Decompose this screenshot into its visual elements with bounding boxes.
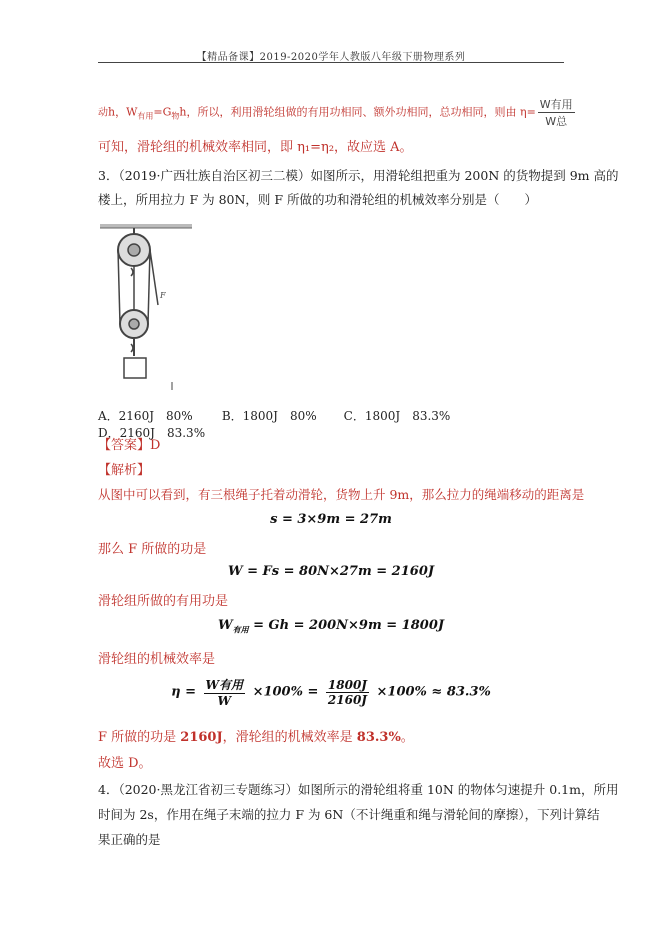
equation-useful-work: $W_{有用} = Gh = 200N\times 9m = 1800J$ — [217, 618, 445, 635]
pulley-figure — [98, 220, 198, 395]
option-b[interactable]: B．1800J 80% — [221, 409, 317, 423]
q3-line1: 3．（2019·广西壮族自治区初三二模）如图所示，用滑轮组把重为 200N 的货物提到 9m 高的 — [98, 168, 619, 183]
q4-line3: 果正确的是 — [98, 832, 161, 847]
prev-g-sub: 物 — [171, 111, 180, 121]
prev-w-sub: 有用 — [137, 111, 154, 121]
q3-options — [98, 407, 564, 441]
q3-line2: 楼上，所用拉力 F 为 80N，则 F 所做的功和滑轮组的机械效率分别是（ ） — [98, 192, 538, 207]
ceiling — [100, 224, 192, 228]
equation-efficiency: η = $\frac{\text{W有用}}{W}$ ×100% = $\frac{1800J}{2160J}$ ×100% ≈ 83.3% — [171, 677, 491, 708]
prev-lead: 动 — [98, 107, 108, 119]
conclusion: F 所做的功是 2160J，滑轮组的机械效率是 83.3%。 — [98, 730, 414, 745]
option-c[interactable]: C．1800J 83.3% — [343, 409, 451, 423]
q4-line2: 时间为 2s，作用在绳子末端的拉力 F 为 6N（不计绳重和绳与滑轮间的摩擦），下列计算结 — [98, 807, 600, 822]
analysis-text4: 滑轮组的机械效率是 — [98, 652, 216, 667]
option-a[interactable]: A．2160J 80% — [98, 409, 193, 423]
cargo-box — [124, 358, 146, 378]
equation-work: W = Fs = 80N×27m = 2160J — [227, 564, 435, 579]
analysis-title: 【解析】 — [98, 463, 151, 478]
prev-h1: h，W — [108, 105, 138, 119]
prev-eq: =G — [153, 105, 172, 119]
analysis-text3: 滑轮组所做的有用功是 — [98, 594, 229, 609]
efficiency-fraction: $\frac{\text{W有用}}{\text{W总}}$ — [539, 98, 573, 128]
analysis-line1: 从图中可以看到，有三根绳子托着动滑轮，货物上升 9m，那么拉力的绳端移动的距离是 — [98, 487, 585, 502]
prev-rest: h，所以，利用滑轮组做的有用功相同、额外功相同，总功相同，则由 η= — [179, 105, 536, 119]
page-header: 【精品备课】2019-2020学年人教版八年级下册物理系列 — [196, 52, 466, 63]
header-rule — [98, 62, 564, 63]
prev-solution-line1 — [98, 96, 577, 129]
q4-line1: 4．（2020·黑龙江省初三专题练习）如图所示的滑轮组将重 10N 的物体匀速提升 0.1m，所用 — [98, 782, 619, 797]
answer-label: 【答案】D — [98, 438, 161, 453]
rope — [118, 250, 120, 324]
option-d[interactable]: D．2160J 83.3% — [98, 426, 206, 440]
equation-distance: s = 3×9m = 27m — [270, 512, 392, 527]
prev-solution-line2: 可知，滑轮组的机械效率相同，即 η₁=η₂，故应选 A。 — [98, 140, 413, 155]
analysis-text2: 那么 F 所做的功是 — [98, 542, 207, 557]
final-choice: 故选 D。 — [98, 756, 152, 771]
force-label: F — [160, 291, 166, 300]
